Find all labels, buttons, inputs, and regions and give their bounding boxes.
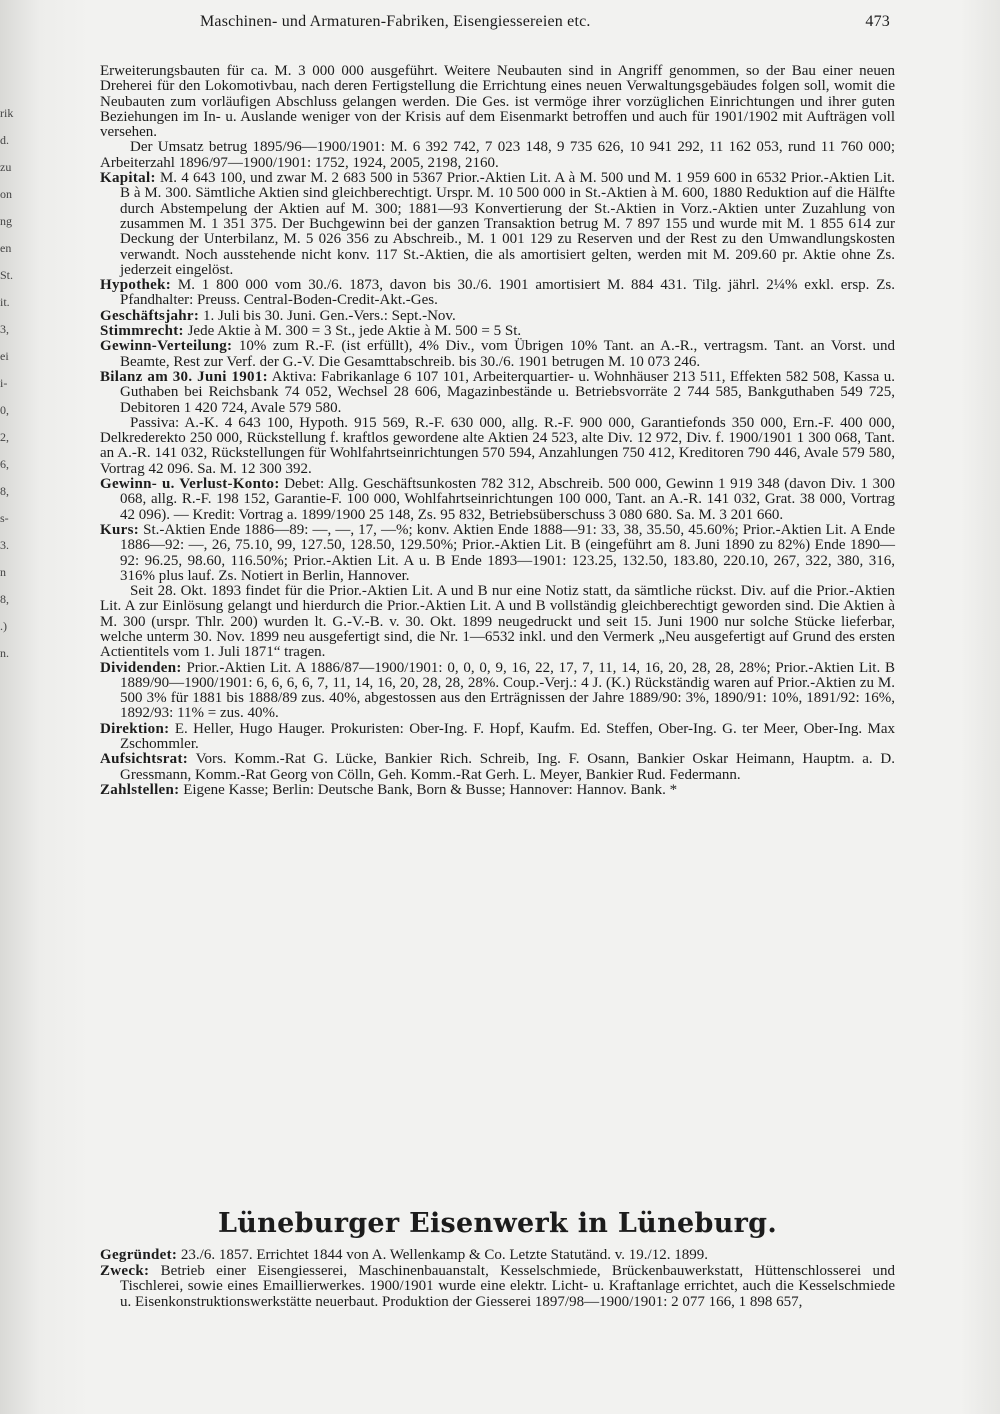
section-label: Aufsichtsrat: [100, 751, 189, 768]
paragraph-zweck [100, 1264, 895, 1311]
paragraph-text: Seit 28. Okt. 1893 findet für die Prior.-Aktien Lit. A und B nur eine Notiz statt, da sämtliche rückst. Div. auf die Prior.-Aktien Lit. A zur Einlösung gelangt und hierdurch die Prior.-Aktien Lit. A und B vollständig gleichberechtigt geworden sind. Die Aktien à M. 300 (urspr. Thlr. 200) wurden lt. G.-V.-B. v. 30. Okt. 1899 neugedruckt und seit 15. Juni 1900 nur solche Stücke lieferbar, welche unterm 30. Nov. 1899 neu ausgefertigt sind, die Nr. 1—6532 inkl. und den Vermerk „Neu ausgefertigt auf Grund des ersten Actientitels vom 1. Juli 1871“ tragen. [100, 583, 895, 661]
margin-fragment: ng [0, 214, 12, 228]
margin-fragment: en [0, 241, 12, 255]
margin-fragment: 6, [0, 457, 9, 471]
paragraph-text: Eigene Kasse; Berlin: Deutsche Bank, Born & Busse; Hannover: Hannov. Bank. * [183, 781, 678, 798]
header-title: Maschinen- und Armaturen-Fabriken, Eisengiessereien etc. [200, 13, 591, 30]
paragraph-kapital [100, 171, 895, 278]
section-label: Direktion: [100, 720, 170, 737]
margin-fragment: n [0, 565, 6, 579]
paragraph-text: Erweiterungsbauten für ca. M. 3 000 000 ausgeführt. Weitere Neubauten sind in Angriff genommen, so der Bau einer neuen Dreherei für den Lokomotivbau, nach deren Fertigstellung die Errichtung eines neuen Verwaltungsgebäudes folgen soll, womit die Neubauten zum vorläufigen Abschluss gelangen werden. Die Ges. ist vermöge ihrer vorzüglichen Einrichtungen und ihrer guten Beziehungen im In- u. Auslande weniger von der Krisis auf dem Eisenmarkt betroffen und auch für 1901/1902 mit Aufträgen voll versehen. [100, 63, 895, 141]
section-label: Kurs: [100, 521, 139, 538]
paragraph-text: Aktiva: Fabrikanlage 6 107 101, Arbeiterquartier- u. Wohnhäuser 213 511, Effekten 582 508, Kassa u. Guthaben bei Reichsbank 74 052, Wechsel 28 606, Magazinbestände u. Betriebsvorräte 2 744 585, Bankguthaben 549 725, Debitoren 1 420 724, Avale 579 580. [120, 368, 895, 416]
margin-fragment: 0, [0, 403, 9, 417]
paragraph-geschaeftsjahr [100, 309, 895, 324]
paragraph-aufsichtsrat [100, 752, 895, 783]
paragraph-text: E. Heller, Hugo Hauger. Prokuristen: Ober-Ing. F. Hopf, Kaufm. Ed. Steffen, Ober-Ing. G. ter Meer, Ober-Ing. Max Zschommler. [120, 720, 895, 753]
margin-fragment: 8, [0, 592, 9, 606]
paragraph-text: 23./6. 1857. Errichtet 1844 von A. Wellenkamp & Co. Letzte Statutänd. v. 19./12. 1899. [180, 1247, 708, 1263]
paragraph-text: Jede Aktie à M. 300 = 3 St., jede Aktie à M. 500 = 5 St. [187, 323, 522, 340]
section-label: Gewinn-Verteilung: [100, 338, 233, 355]
paragraph-text: M. 1 800 000 vom 30./6. 1873, davon bis 30./6. 1901 amortisiert M. 884 431. Tilg. jährl. 2¼% exkl. ersp. Zs. Pfandhalter: Preuss. Central-Boden-Credit-Akt.-Ges. [120, 277, 896, 309]
paragraph-text: Prior.-Aktien Lit. A 1886/87—1900/1901: 0, 0, 0, 9, 16, 22, 17, 7, 11, 14, 16, 20, 28, 28, 28%; Prior.-Aktien Lit. B 1889/90—1900/1901: 6, 6, 6, 6, 7, 11, 14, 16, 20, 28, 28, 28%. Coup.-Verj.: 4 J. (K.) Rückständig waren auf Prior.-Aktien zu M. 500 3% für 1881 bis 1888/89 zus. 40%, abgestossen aus den Erträgnissen der Jahre 1889/90: 3%, 1890/91: 10%, 1891/92: 16%, 1892/93: 11% = zus. 40%. [120, 659, 896, 722]
paragraph-bilanz [100, 370, 895, 416]
section-label: Stimmrecht: [100, 323, 184, 340]
margin-fragment: 8, [0, 484, 9, 498]
paragraph-gewinn-verlust [100, 477, 895, 523]
margin-fragment: zu [0, 160, 12, 174]
paragraph-text: Passiva: A.-K. 4 643 100, Hypoth. 915 569, R.-F. 630 000, allg. R.-F. 900 000, Garantiefonds 350 000, Ern.-F. 400 000, Delkrederekto 250 000, Rückstellung f. kraftlos gewordene alte Aktien 24 523, alte Div. 12 972, Div. f. 1900/1901 1 300 068, Tant. an A.-R. 141 032, Rückstellungen für Wohlfahrtseinrichtungen 570 594, Anzahlungen 750 412, Kreditoren 790 446, Avale 579 580, Vortrag 42 096. Sa. M. 12 300 392. [100, 414, 895, 477]
section-label: Geschäftsjahr: [100, 307, 200, 324]
section-label: Bilanz am 30. Juni 1901: [100, 368, 268, 385]
paragraph-expansion [100, 64, 895, 140]
section-label: Gegründet: [100, 1247, 178, 1263]
paragraph-zahlstellen [100, 783, 895, 798]
paragraph-notiz [100, 584, 895, 660]
paragraph-text: Betrieb einer Eisengiesserei, Maschinenbauanstalt, Kesselschmiede, Brückenbauwerkstatt, Hüttenschlosserei und Tischlerei, sowie eines Emaillierwerkes. 1900/1901 wurde eine elektr. Licht- u. Kraftanlage errichtet, auch die Kesselschmiede u. Eisenkonstruktionswerkstätte neuerbaut. Produktion der Giesserei 1897/98—1900/1901: 2 077 166, 1 898 657, [120, 1262, 896, 1310]
paragraph-text: St.-Aktien Ende 1886—89: —, —, 17, —%; konv. Aktien Ende 1888—91: 33, 38, 35.50, 45.60%; Prior.-Aktien Lit. A Ende 1886—92: —, 26, 75.10, 99, 127.50, 128.50, 129.50%; Prior.-Aktien Lit. B (eingeführt am 8. Juni 1890 zu 82%) Ende 1890—92: 96.25, 98.60, 116.50%; Prior.-Aktien Lit. A u. B Ende 1893—1901: 123.25, 132.50, 183.80, 220.10, 267, 322, 380, 316, 316% plus lauf. Zs. Notiert in Berlin, Hannover. [120, 521, 895, 584]
paragraph-text: 1. Juli bis 30. Juni. Gen.-Vers.: Sept.-Nov. [202, 307, 456, 324]
margin-fragment: it. [0, 295, 10, 309]
margin-fragment: n. [0, 646, 9, 660]
paragraph-text: Der Umsatz betrug 1895/96—1900/1901: M. 6 392 742, 7 023 148, 9 735 626, 10 941 292, 11 162 053, rund 11 760 000; Arbeiterzahl 1896/97—1900/1901: 1752, 1924, 2005, 2198, 2160. [100, 139, 895, 171]
section-label: Dividenden: [100, 659, 182, 676]
margin-fragment: 3, [0, 322, 9, 336]
margin-fragment: i- [0, 376, 8, 390]
margin-fragment: ei [0, 349, 9, 363]
section-label: Zweck: [100, 1262, 150, 1279]
section-label: Kapital: [100, 170, 156, 187]
paragraph-turnover [100, 140, 895, 171]
company-entry-body [100, 64, 895, 798]
page-number: 473 [865, 13, 890, 30]
paragraph-passiva [100, 416, 895, 477]
paragraph-gewinn-verteilung [100, 339, 895, 370]
firm-heading: Lüneburger Eisenwerk in Lüneburg. [217, 1208, 778, 1239]
margin-fragment: .) [0, 619, 7, 633]
second-company-entry [100, 1248, 895, 1310]
paragraph-direktion [100, 722, 895, 753]
section-label: Gewinn- u. Verlust-Konto: [100, 476, 280, 493]
paragraph-hypothek [100, 278, 895, 309]
margin-fragment: d. [0, 133, 9, 147]
paragraph-kurs [100, 523, 895, 584]
left-margin-fragments [0, 100, 24, 720]
section-label: Hypothek: [100, 277, 172, 294]
margin-fragment: rik [0, 106, 14, 120]
margin-fragment: 3. [0, 538, 9, 552]
margin-fragment: St. [0, 268, 14, 282]
paragraph-text: Vors. Komm.-Rat G. Lücke, Bankier Rich. Schreib, Ing. F. Osann, Bankier Oskar Heimann, Hauptm. a. D. Gressmann, Komm.-Rat Georg von Cölln, Geh. Komm.-Rat Gerh. L. Meyer, Bankier Rud. Federmann. [120, 751, 895, 783]
paragraph-gegruendet [100, 1248, 895, 1264]
margin-fragment: on [0, 187, 12, 201]
margin-fragment: 2, [0, 430, 9, 444]
paragraph-text: M. 4 643 100, und zwar M. 2 683 500 in 5367 Prior.-Aktien Lit. A à M. 500 und M. 1 959 600 in 6532 Prior.-Aktien Lit. B à M. 300. Sämtliche Aktien sind gleichberechtigt. Urspr. M. 10 500 000 in St.-Aktien à M. 600, 1880 Reduktion auf die Hälfte durch Abstempelung der Aktien auf M. 300; 1881—93 Konvertierung der St.-Aktien in Vorz.-Aktien unter Zuzahlung von zusammen M. 1 351 375. Der Buchgewinn bei der ganzen Transaktion betrug M. 7 897 155 und wurde mit M. 1 855 614 zur Deckung der Unterbilanz, M. 5 026 356 zu Abschreib., M. 1 001 129 zu Reserven und der Rest zu den Umwandlungskosten verwandt. Noch ausstehende nicht konv. 117 St.-Aktien, die als amortisiert gelten, werden mit M. 209.60 pr. Aktie ohne Zs. jederzeit eingelöst. [120, 170, 895, 278]
paragraph-text: Debet: Allg. Geschäftsunkosten 782 312, Abschreib. 500 000, Gewinn 1 919 348 (davon Div. 1 300 068, allg. R.-F. 198 152, Garantie-F. 100 000, Wohlfahrtseinrichtungen 100 000, Tant. an A.-R. 141 032, Grat. 38 000, Vortrag 42 096). — Kredit: Vortrag a. 1899/1900 25 148, Zs. 95 832, Betriebsüberschuss 3 080 680. Sa. M. 3 201 660. [120, 476, 895, 523]
margin-fragment: s- [0, 511, 9, 525]
running-header [180, 13, 890, 37]
paragraph-dividenden [100, 661, 895, 722]
paragraph-text: 10% zum R.-F. (ist erfüllt), 4% Div., vom Übrigen 10% Tant. an A.-R., vertragsm. Tant. an Vorst. und Beamte, Rest zur Verf. der G.-V. Die Gesamttabschreib. bis 30./6. 1901 betrugen M. 10 073 246. [120, 338, 895, 370]
section-label: Zahlstellen: [100, 781, 180, 798]
